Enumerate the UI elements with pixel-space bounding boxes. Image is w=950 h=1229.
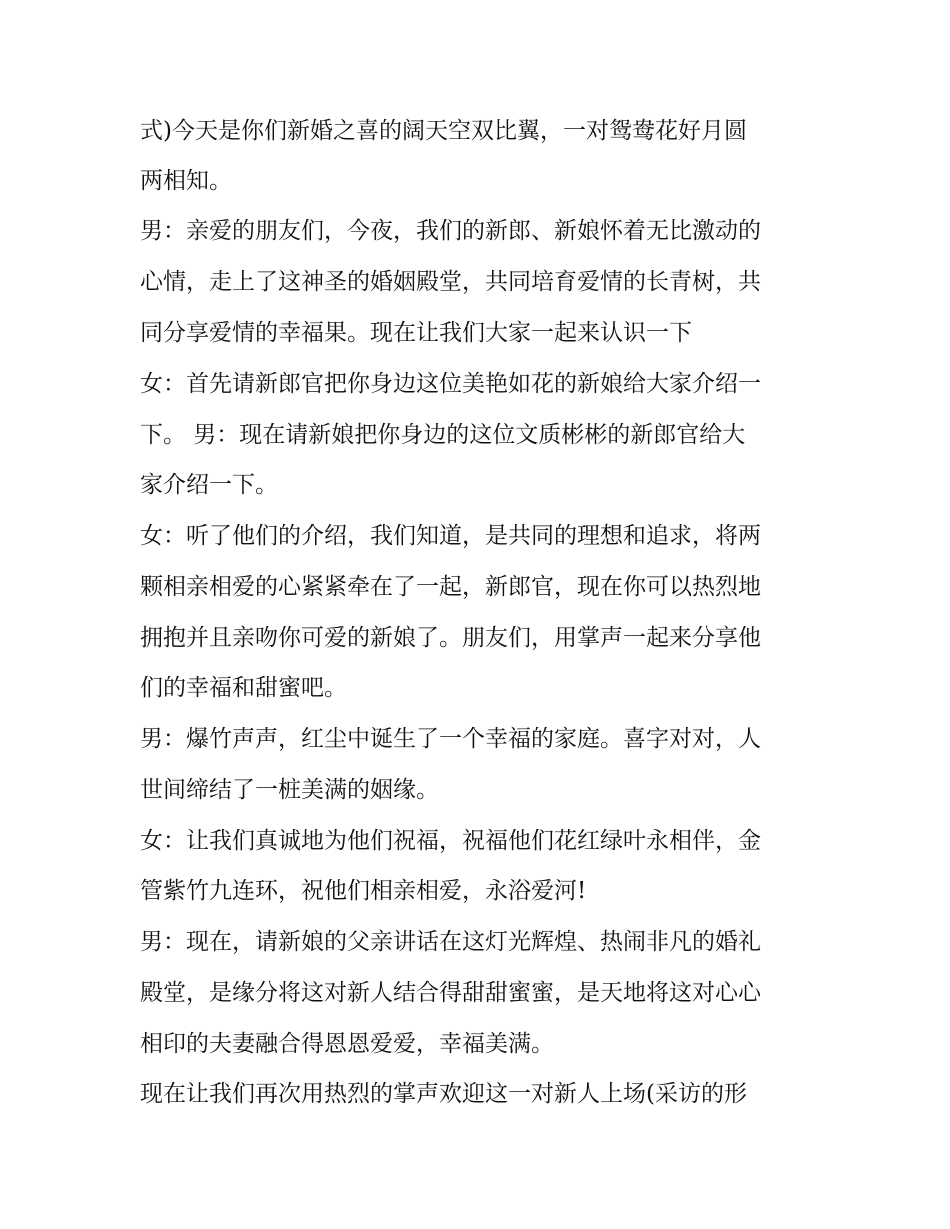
text-line-18: 殿堂，是缘分将这对新人结合得甜甜蜜蜜，是天地将这对心心 xyxy=(140,980,761,1006)
text-line-2: 两相知。 xyxy=(140,168,232,194)
text-line-17: 男：现在，请新娘的父亲讲话在这灯光辉煌、热闹非凡的婚礼 xyxy=(140,929,761,955)
text-line-5: 同分享爱情的幸福果。现在让我们大家一起来认识一下 xyxy=(140,320,692,346)
text-line-3: 男：亲爱的朋友们，今夜，我们的新郎、新娘怀着无比激动的 xyxy=(140,218,761,244)
text-line-19: 相印的夫妻融合得恩恩爱爱，幸福美满。 xyxy=(140,1031,554,1057)
text-line-9: 女：听了他们的介绍，我们知道，是共同的理想和追求，将两 xyxy=(140,523,761,549)
text-line-13: 男：爆竹声声，红尘中诞生了一个幸福的家庭。喜字对对，人 xyxy=(140,726,761,752)
text-line-14: 世间缔结了一桩美满的姻缘。 xyxy=(140,777,439,803)
text-line-16: 管紫竹九连环，祝他们相亲相爱，永浴爱河! xyxy=(140,878,587,904)
text-line-15: 女：让我们真诚地为他们祝福，祝福他们花红绿叶永相伴，金 xyxy=(140,828,761,854)
text-line-1: 式)今天是你们新婚之喜的阔天空双比翼，一对鸳鸯花好月圆 xyxy=(140,118,747,144)
text-line-10: 颗相亲相爱的心紧紧牵在了一起，新郎官，现在你可以热烈地 xyxy=(140,574,761,600)
text-line-12: 们的幸福和甜蜜吧。 xyxy=(140,675,347,701)
text-line-20: 现在让我们再次用热烈的掌声欢迎这一对新人上场(采访的形 xyxy=(140,1081,747,1107)
text-line-7: 下。 男：现在请新娘把你身边的这位文质彬彬的新郎官给大 xyxy=(140,422,746,448)
text-line-4: 心情，走上了这神圣的婚姻殿堂，共同培育爱情的长青树，共 xyxy=(140,269,761,295)
text-line-8: 家介绍一下。 xyxy=(140,472,278,498)
text-line-11: 拥抱并且亲吻你可爱的新娘了。朋友们，用掌声一起来分享他 xyxy=(140,625,761,651)
text-line-6: 女：首先请新郎官把你身边这位美艳如花的新娘给大家介绍一 xyxy=(140,371,761,397)
